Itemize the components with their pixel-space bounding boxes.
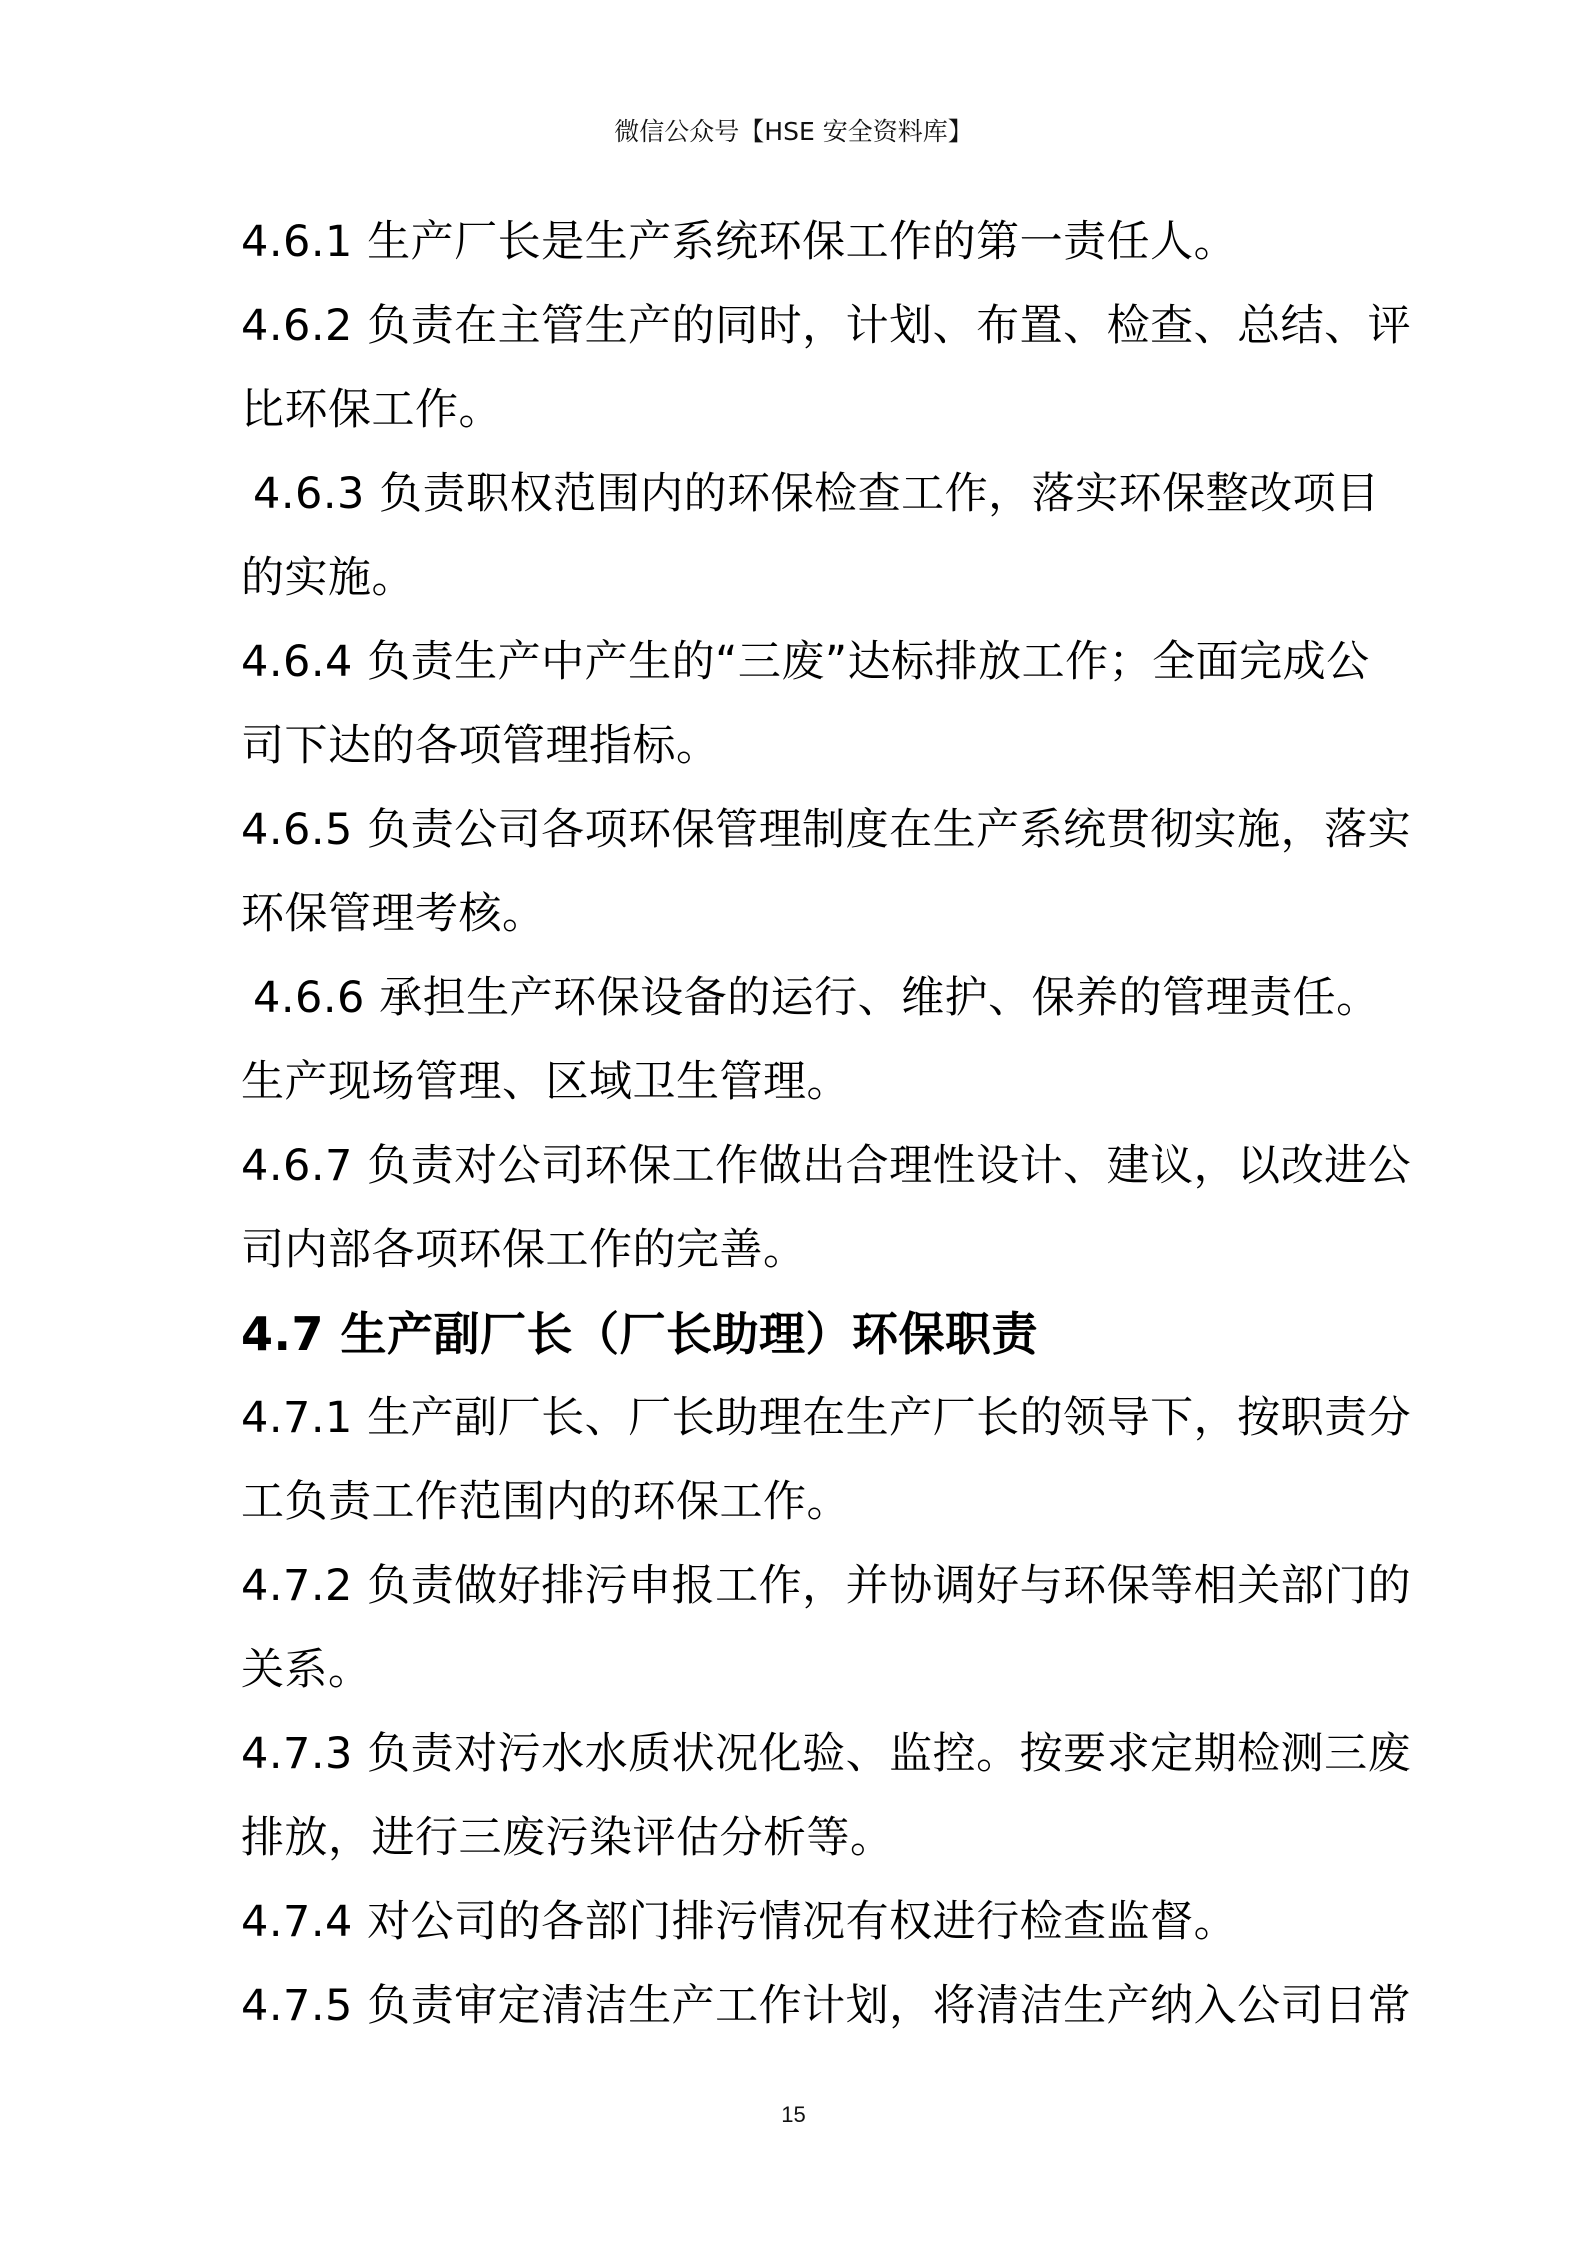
text-line-4-6-4-cont: 司下达的各项管理指标。 bbox=[241, 721, 720, 771]
text-line-4-6-4: 4.6.4 负责生产中产生的“三废”达标排放工作；全面完成公 bbox=[241, 637, 1370, 687]
text-line-4-6-5-cont: 环保管理考核。 bbox=[241, 889, 546, 939]
text-line-4-6-3: 4.6.3 负责职权范围内的环保检查工作，落实环保整改项目 bbox=[253, 469, 1380, 519]
page-number: 15 bbox=[781, 2102, 806, 2127]
text-line-4-6-3-cont: 的实施。 bbox=[241, 553, 415, 603]
text-line-4-6-7: 4.6.7 负责对公司环保工作做出合理性设计、建议，以改进公 bbox=[241, 1141, 1412, 1191]
text-line-4-6-6-cont: 生产现场管理、区域卫生管理。 bbox=[241, 1057, 850, 1107]
text-line-4-6-6: 4.6.6 承担生产环保设备的运行、维护、保养的管理责任。 bbox=[253, 973, 1380, 1023]
text-line-4-7-2-cont: 关系。 bbox=[241, 1645, 372, 1695]
text-line-4-7-2: 4.7.2 负责做好排污申报工作，并协调好与环保等相关部门的 bbox=[241, 1561, 1412, 1611]
text-line-4-7-3: 4.7.3 负责对污水水质状况化验、监控。按要求定期检测三废 bbox=[241, 1729, 1412, 1779]
text-line-4-7-1-cont: 工负责工作范围内的环保工作。 bbox=[241, 1477, 850, 1527]
text-line-4-6-2: 4.6.2 负责在主管生产的同时，计划、布置、检查、总结、评 bbox=[241, 301, 1412, 351]
page-header: 微信公众号【HSE 安全资料库】 bbox=[614, 117, 973, 146]
text-line-4-7-3-cont: 排放，进行三废污染评估分析等。 bbox=[241, 1813, 894, 1863]
section-heading-4-7: 4.7 生产副厂长（厂长助理）环保职责 bbox=[241, 1307, 1039, 1361]
text-line-4-6-2-cont: 比环保工作。 bbox=[241, 385, 502, 435]
text-line-4-6-7-cont: 司内部各项环保工作的完善。 bbox=[241, 1225, 807, 1275]
document-body bbox=[241, 200, 1412, 2048]
text-line-4-7-4: 4.7.4 对公司的各部门排污情况有权进行检查监督。 bbox=[241, 1897, 1238, 1947]
text-line-4-6-1: 4.6.1 生产厂长是生产系统环保工作的第一责任人。 bbox=[241, 217, 1238, 267]
text-line-4-7-1: 4.7.1 生产副厂长、厂长助理在生产厂长的领导下，按职责分 bbox=[241, 1393, 1412, 1443]
text-line-4-7-5: 4.7.5 负责审定清洁生产工作计划，将清洁生产纳入公司日常 bbox=[241, 1981, 1412, 2031]
text-line-4-6-5: 4.6.5 负责公司各项环保管理制度在生产系统贯彻实施，落实 bbox=[241, 805, 1412, 855]
